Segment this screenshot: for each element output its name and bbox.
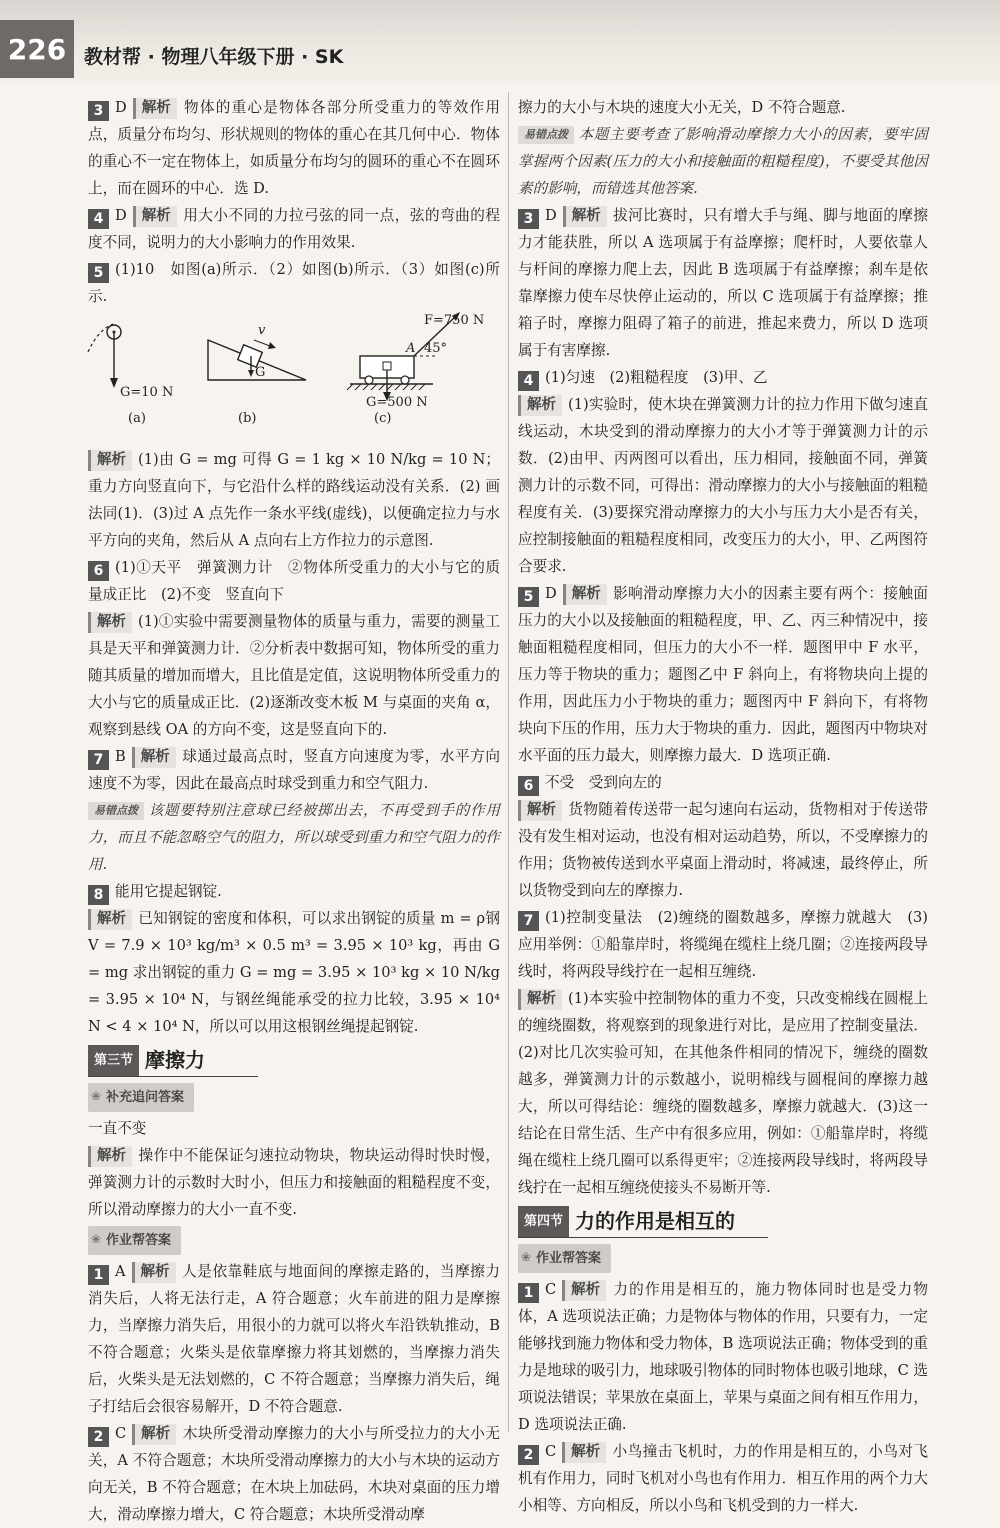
answer-q3 [88,94,500,202]
answer-choice: D [545,585,557,602]
analysis-tag: 解析 [132,747,176,768]
supplementary-explanation [88,1142,500,1223]
analysis-text: 力的作用是相互的，施力物体同时也是受力物体，A 选项说法正确；力是物体与物体的作用，只要有力，一定能够找到施力物体和受力物体，B 选项说法正确；物体受到的重力是地球的吸引力，地球吸引物体的同时物体也吸引地球，C 选项说法错误；苹果放在桌面上，苹果与桌面之间有相互作用力，D 选项说法正确. [518,1281,928,1433]
column-divider [508,92,509,1432]
error-note-tag: 易错点拨 [88,802,144,820]
analysis-tag: 解析 [562,1442,606,1463]
question-number: 1 [88,1265,109,1285]
question-number: 6 [88,561,109,581]
analysis-text: 用大小不同的力拉弓弦的同一点，弦的弯曲的程度不同，说明力的大小影响力的作用效果. [88,207,500,251]
homework-answer-2-continued: 擦力的大小与木块的速度大小无关，D 不符合题意. [518,99,846,116]
analysis-tag: 解析 [518,395,562,416]
question-number: 5 [518,587,539,607]
section-title: 摩擦力 [145,1048,206,1072]
question-number: 8 [88,885,109,905]
diagram-b-velocity-label: v [258,323,266,338]
analysis-text: 影响滑动摩擦力大小的因素主要有两个：接触面压力的大小以及接触面的粗糙程度，甲、乙、丙三种情况中，接触面粗糙程度相同，但压力的大小不一样．题图甲中 F 水平，压力等于物块的重力；题图乙中 F 斜向上，有将物块向上提的作用，因此压力小于物块的重力；题图丙中 F 斜向下，有将物块向下压的作用，压力大于物块的重力．因此，题图丙中物块对水平面的压力最大，则摩擦力最大．D 选项正确. [518,585,928,764]
supplementary-answers-heading: ❀ 补充追问答案 [88,1083,194,1112]
diagram-c-point-label: A [406,341,416,356]
diagram-c-caption: (c) [374,411,392,426]
page-number: 226 [0,20,74,78]
question-number: 3 [88,101,109,121]
analysis-text: 木块所受滑动摩擦力的大小与所受拉力的大小无关，A 不符合题意；木块所受滑动摩擦力的大小与木块的运动方向无关，B 不符合题意；在木块上加砝码，木块对桌面的压力增大，滑动摩擦力增大，C 符合题意；木块所受滑动摩 [88,1425,500,1523]
analysis-tag: 解析 [88,909,132,930]
answer-q7 [88,743,500,797]
homework-answer-5 [518,580,928,769]
analysis-tag: 解析 [88,1146,132,1167]
analysis-text: 已知钢锭的密度和体积，可以求出钢锭的质量 m = ρ钢 V = 7.9 × 10³ kg/m³ × 0.5 m³ = 3.95 × 10³ kg，再由 G = mg 求出钢锭的重力 G = mg = 3.95 × 10³ kg × 10 N/kg = 3.95 × 10⁴ N，与钢丝绳能承受的拉力比较，3.95 × 10⁴ N < 4 × 10⁴ N，所以可以用这根钢丝绳提起钢锭. [88,910,500,1035]
section4-answer-1 [518,1276,928,1438]
left-column [88,94,500,1528]
question-number: 1 [518,1283,539,1303]
analysis-text: 球通过最高点时，竖直方向速度为零，水平方向速度不为零，因此在最高点时球受到重力和空气阻力. [88,748,500,792]
analysis-tag: 解析 [88,450,132,471]
answer-text: (1)10 如图(a)所示．（2）如图(b)所示．（3）如图(c)所示. [88,261,500,305]
analysis-text: (1)本实验中控制物体的重力不变，只改变棉线在圆棍上的缠绕圈数，将观察到的现象进行对比，是应用了控制变量法．(2)对比几次实验可知，在其他条件相同的情况下，缠绕的圈数越多，弹簧测力计的示数越小，说明棉线与圆棍间的摩擦力越大，所以可得结论：缠绕的圈数越多，摩擦力就越大．(3)这一结论在日常生活、生产中有很多应用，例如：①船靠岸时，将缆绳在缆柱上绕几圈可以系得更牢；②连接两段导线时，将两段导线拧在一起相互缠绕使接头不易断开等. [518,990,928,1196]
analysis-text: 货物随着传送带一起匀速向右运动，货物相对于传送带没有发生相对运动，也没有相对运动趋势，所以，不受摩擦力的作用；货物被传送到水平桌面上滑动时，将减速，最终停止，所以货物受到向左的摩擦力. [518,801,928,899]
analysis-tag: 解析 [133,206,177,227]
question-number: 2 [88,1427,109,1447]
analysis-text: (1)①实验中需要测量物体的质量与重力，需要的测量工具是天平和弹簧测力计．②分析表中数据可知，物体所受的重力随其质量的增加而增大，且比值是定值，这说明物体所受重力的大小与它的质量成正比．(2)逐渐改变木板 M 与桌面的夹角 α，观察到悬线 OA 的方向不变，这是竖直向下的. [88,613,500,738]
analysis-tag: 解析 [133,98,177,119]
error-note-tag: 易错点拨 [518,126,574,144]
answer-text: (1)控制变量法 (2)缠绕的圈数越多，摩擦力就越大 (3)应用举例：①船靠岸时，将缆绳在缆柱上绕几圈；②连接两段导线时，将两段导线拧在一起相互缠绕. [518,909,928,980]
homework-answer-7 [518,904,928,985]
homework-answer-4 [518,364,928,391]
analysis-hw4 [518,391,928,580]
question-number: 6 [518,776,539,796]
supplementary-text: 操作中不能保证匀速拉动物块，物块运动得时快时慢，弹簧测力计的示数时大时小，但压力和接触面的粗糙程度不变，所以滑动摩擦力的大小一直不变. [88,1147,500,1218]
answer-q4 [88,202,500,256]
answer-choice: D [545,207,557,224]
analysis-tag: 解析 [132,1424,176,1445]
homework-answer-6 [518,769,928,796]
error-note-hw2 [518,121,928,202]
analysis-tag: 解析 [132,1262,176,1283]
section-number: 第四节 [518,1206,569,1237]
analysis-tag: 解析 [563,206,607,227]
analysis-text: (1)由 G = mg 可得 G = 1 kg × 10 N/kg = 10 N；重力方向竖直向下，与它沿什么样的路线运动没有关系．(2) 画法同(1)．(3)过 A 点先作一条水平线(虚线)，以便确定拉力与水平方向的夹角，然后从 A 点向右上方作拉力的示意图. [88,451,500,549]
answer-q8 [88,878,500,905]
force-diagrams-svg [88,312,500,444]
diagram-c-weight-label: G=500 N [366,395,428,410]
answer-q6 [88,554,500,608]
analysis-hw6 [518,796,928,904]
diagram-c [347,312,484,426]
error-note-q7 [88,797,500,878]
answer-text: 能用它提起钢锭. [115,883,222,900]
diagram-b [208,323,306,426]
answer-q5 [88,256,500,310]
question-number: 7 [88,750,109,770]
book-title: 教材帮 · 物理八年级下册 · SK [84,46,344,68]
section-number: 第三节 [88,1045,139,1076]
answer-text: (1)①天平 弹簧测力计 ②物体所受重力的大小与它的质量成正比 (2)不变 竖直向下 [88,559,500,603]
page-header [0,0,1000,82]
diagram-a [88,324,173,426]
diagram-c-angle-label: 45° [424,341,448,356]
answer-text: 不受 受到向左的 [545,774,662,791]
section-title: 力的作用是相互的 [575,1209,736,1233]
analysis-text: 人是依靠鞋底与地面间的摩擦走路的，当摩擦力消失后，人将无法行走，A 符合题意；火车前进的阻力是摩擦力，当摩擦力消失后，用很小的力就可以将火车沿铁轨推动，B 不符合题意；火柴头是依靠摩擦力将其划燃的，当摩擦力消失后，火柴头是无法划燃的，C 不符合题意；当摩擦力消失后，绳子打结后会很容易解开，D 不符合题意. [88,1263,500,1415]
answer-choice: C [545,1281,557,1298]
analysis-text: 拔河比赛时，只有增大手与绳、脚与地面的摩擦力才能获胜，所以 A 选项属于有益摩擦；爬杆时，人要依靠人与杆间的摩擦力爬上去，因此 B 选项属于有益摩擦；刹车是依靠摩擦力使车尽快停止运动的，所以 C 选项属于有益摩擦；推箱子时，摩擦力阻碍了箱子的前进，推起来费力，所以 D 选项属于有害摩擦. [518,207,928,359]
analysis-text: 小鸟撞击飞机时，力的作用是相互的，小鸟对飞机有作用力，同时飞机对小鸟也有作用力．相互作用的两个力大小相等、方向相反，所以小鸟和飞机受到的力一样大. [518,1443,928,1514]
answer-choice: A [115,1263,126,1280]
analysis-tag: 解析 [518,800,562,821]
analysis-tag: 解析 [518,989,562,1010]
diagram-c-force-label: F=750 N [424,313,485,328]
supplementary-answer: 一直不变 [88,1120,147,1137]
answer-choice: D [115,207,127,224]
analysis-q5 [88,446,500,554]
question-number: 7 [518,911,539,931]
answer-choice: C [115,1425,127,1442]
question-number: 4 [518,371,539,391]
analysis-tag: 解析 [562,1280,606,1301]
question-number: 5 [88,263,109,283]
question-number: 4 [88,209,109,229]
answer-choice: C [545,1443,557,1460]
homework-answers-heading: ❀ 作业帮答案 [88,1226,181,1255]
homework-answer-2 [88,1420,500,1528]
diagram-b-gravity-label: G [255,365,266,380]
analysis-tag: 解析 [88,612,132,633]
answer-choice: D [115,99,127,116]
homework-answer-1 [88,1258,500,1420]
section-heading-interaction [518,1206,768,1238]
homework-answers-heading: ❀ 作业帮答案 [518,1244,611,1273]
diagram-a-caption: (a) [128,411,146,426]
error-note-text: 该题要特别注意球已经被掷出去，不再受到手的作用力，而且不能忽略空气的阻力，所以球受到重力和空气阻力的作用. [88,802,500,873]
error-note-text: 本题主要考查了影响滑动摩擦力大小的因素，要牢固掌握两个因素(压力的大小和接触面的粗糙程度)，不要受其他因素的影响，而错选其他答案. [518,126,928,197]
analysis-text: 物体的重心是物体各部分所受重力的等效作用点，质量分布均匀、形状规则的物体的重心在其几何中心．物体的重心不一定在物体上，如质量分布均匀的圆环的重心不在圆环上，而在圆环的中心．选 D. [88,99,500,197]
analysis-q8 [88,905,500,1040]
section-heading-friction [88,1045,258,1077]
answer-text: (1)匀速 (2)粗糙程度 (3)甲、乙 [545,369,768,386]
analysis-text: (1)实验时，使木块在弹簧测力计的拉力作用下做匀速直线运动，木块受到的滑动摩擦力的大小才等于弹簧测力计的示数．(2)由甲、丙两图可以看出，压力相同，接触面不同，弹簧测力计的示数不同，可得出：滑动摩擦力的大小与接触面的粗糙程度有关．(3)要探究滑动摩擦力的大小与压力大小是否有关，应控制接触面的粗糙程度相同，改变压力的大小，甲、乙两图符合要求. [518,396,928,575]
right-column [518,94,928,1519]
question-number: 3 [518,209,539,229]
section4-answer-2 [518,1438,928,1519]
question-number: 2 [518,1445,539,1465]
analysis-q6 [88,608,500,743]
analysis-hw7 [518,985,928,1201]
analysis-tag: 解析 [563,584,607,605]
homework-answer-3 [518,202,928,364]
diagram-a-force-label: G=10 N [120,385,174,400]
diagram-b-caption: (b) [238,411,257,426]
force-diagrams [88,312,500,444]
answer-choice: B [115,748,126,765]
